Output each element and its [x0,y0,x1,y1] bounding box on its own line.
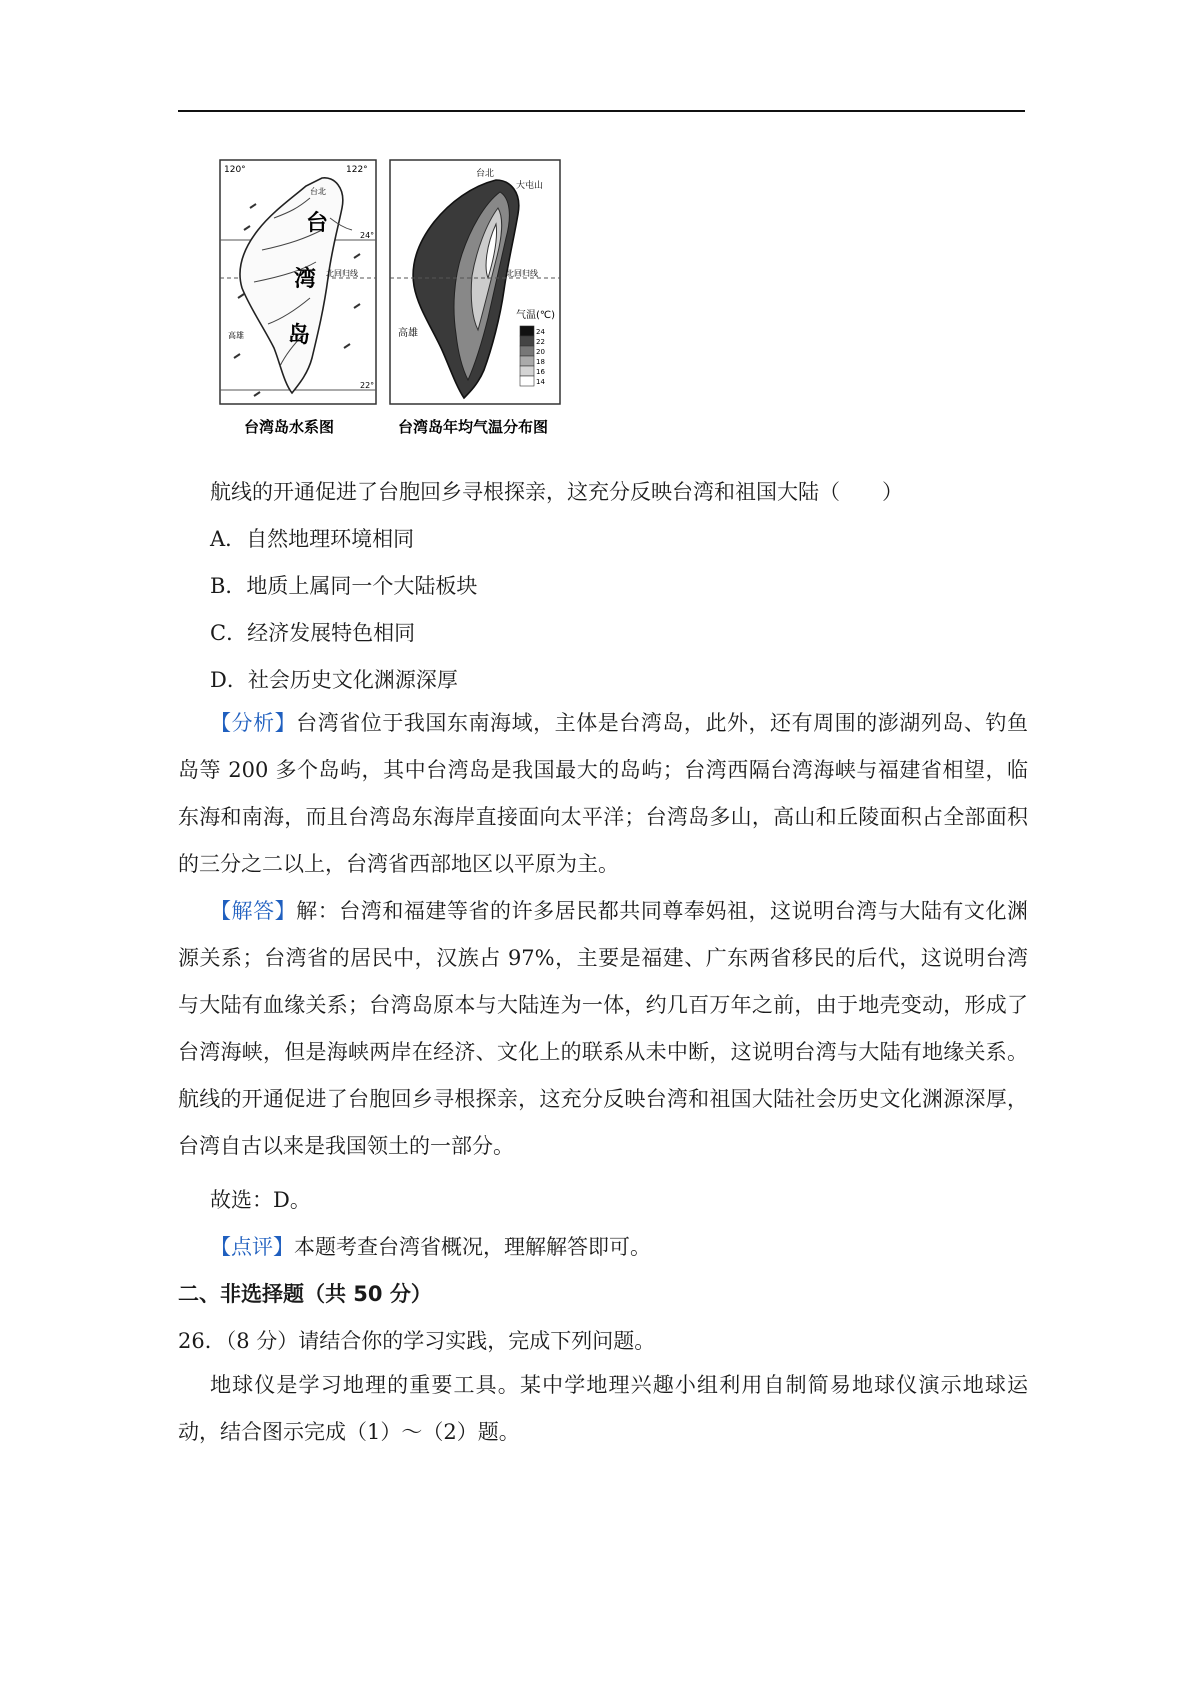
comment-line [210,1231,651,1261]
taipei-label-left: 台北 [310,187,326,196]
tropic-label-right: 北回归线 [506,269,538,278]
legend-title: 气温(℃) [516,310,556,321]
q26-intro [178,1362,1028,1456]
answer-choice: 故选：D。 [210,1188,311,1212]
gaoxiong-label-right: 高雄 [398,328,418,339]
comment-tag: 【点评】 [210,1235,294,1259]
answer-paragraph [178,888,1028,1170]
option-b: B．地质上属同一个大陆板块 [210,574,478,598]
big-char-tai: 台 [306,210,329,236]
lat-22-label: 22° [360,381,375,390]
answer-text: 解：台湾和福建等省的许多居民都共同尊奉妈祖，这说明台湾与大陆有文化渊源关系；台湾省的居民中，汉族占 97%，主要是福建、广东两省移民的后代，这说明台湾与大陆有血缘关系；台湾岛原本与大陆连为一体，约几百万年之前，由于地壳变动，形成了台湾海峡，但是海峡两岸在经济、文化上的联系从未中断，这说明台湾与大陆有地缘关系。航线的开通促进了台胞回乡寻根探亲，这充分反映台湾和祖国大陆社会历史文化渊源深厚，台湾自古以来是我国领土的一部分。 [178,899,1029,1158]
legend-value-6: 14 [536,378,545,386]
taiwan-maps-svg [214,158,594,458]
option-c: C．经济发展特色相同 [210,621,416,645]
lon-122-label: 122° [346,165,368,175]
big-char-dao: 岛 [288,322,311,348]
taiwan-maps-figure [214,158,594,458]
analysis-paragraph [178,700,1028,888]
q26-number-line: 26．（8 分）请结合你的学习实践，完成下列问题。 [178,1329,656,1353]
gaoxiong-label-left: 高雄 [228,331,244,340]
lon-120-label: 120° [224,165,246,175]
legend-value-2: 22 [536,338,545,346]
section2-heading: 二、非选择题（共 50 分） [178,1282,432,1306]
temp-map-caption: 台湾岛年均气温分布图 [398,418,549,436]
answer-tag: 【解答】 [210,899,297,923]
tropic-label-left: 北回归线 [326,269,358,278]
analysis-tag: 【分析】 [210,711,297,735]
q26-intro-text: 地球仪是学习地理的重要工具。某中学地理兴趣小组利用自制简易地球仪演示地球运动，结合图示完成（1）～（2）题。 [178,1373,1028,1444]
legend-value-5: 16 [536,368,545,376]
header-rule [178,110,1025,112]
volcano-label: 大屯山 [516,181,544,191]
water-map-caption: 台湾岛水系图 [244,418,335,436]
comment-text: 本题考查台湾省概况，理解解答即可。 [294,1235,651,1259]
lat-24-label: 24° [360,231,375,240]
legend-value-1: 24 [536,328,545,336]
legend-value-4: 18 [536,358,545,366]
option-a: A．自然地理环境相同 [210,527,415,551]
option-d: D．社会历史文化渊源深厚 [210,668,458,692]
taipei-label-right: 台北 [476,169,495,179]
legend-value-3: 20 [536,348,545,356]
question-stem: 航线的开通促进了台胞回乡寻根探亲，这充分反映台湾和祖国大陆（ ） [210,480,903,504]
analysis-text: 台湾省位于我国东南海域，主体是台湾岛，此外，还有周围的澎湖列岛、钓鱼岛等 200 多个岛屿，其中台湾岛是我国最大的岛屿；台湾西隔台湾海峡与福建省相望，临东海和南海，而且台湾岛东海岸直接面向太平洋；台湾岛多山，高山和丘陵面积占全部面积的三分之二以上，台湾省西部地区以平原为主。 [178,711,1029,876]
big-char-wan: 湾 [294,266,317,292]
